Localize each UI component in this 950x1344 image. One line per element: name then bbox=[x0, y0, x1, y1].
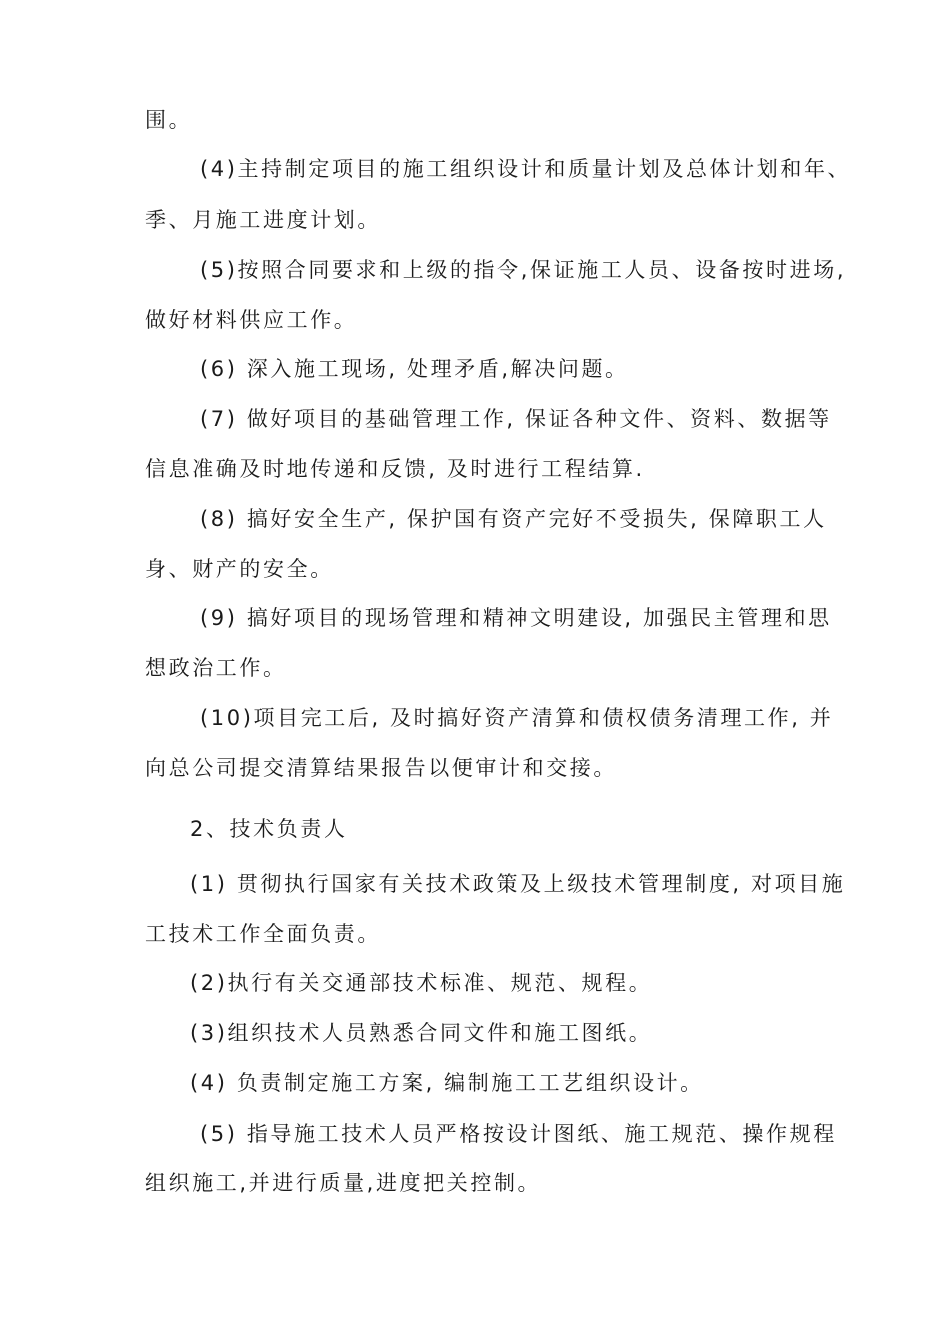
text-line: 组织施工,并进行质量,进度把关控制。 bbox=[145, 1171, 542, 1195]
text-line: (7) 做好项目的基础管理工作, 保证各种文件、资料、数据等 bbox=[200, 407, 832, 431]
text-line: 做好材料供应工作。 bbox=[145, 308, 358, 332]
text-line: (4)主持制定项目的施工组织设计和质量计划及总体计划和年、 bbox=[200, 157, 852, 181]
text-line: (5)按照合同要求和上级的指令,保证施工人员、设备按时进场, bbox=[200, 258, 847, 282]
text-line: (5) 指导施工技术人员严格按设计图纸、施工规范、操作规程 bbox=[200, 1122, 837, 1146]
text-line: (8) 搞好安全生产, 保护国有资产完好不受损失, 保障职工人 bbox=[200, 507, 827, 531]
text-line: (1) 贯彻执行国家有关技术政策及上级技术管理制度, 对项目施 bbox=[190, 872, 846, 896]
section-heading: 2、技术负责人 bbox=[190, 817, 348, 841]
text-line: 季、月施工进度计划。 bbox=[145, 208, 381, 232]
text-line: 信息准确及时地传递和反馈, 及时进行工程结算. bbox=[145, 457, 645, 481]
text-line: 想政治工作。 bbox=[145, 656, 287, 680]
text-line: 工技术工作全面负责。 bbox=[145, 922, 381, 946]
text-line: (3)组织技术人员熟悉合同文件和施工图纸。 bbox=[190, 1021, 653, 1045]
text-line: 向总公司提交清算结果报告以便审计和交接。 bbox=[145, 756, 617, 780]
text-line: (4) 负责制定施工方案, 编制施工工艺组织设计。 bbox=[190, 1071, 704, 1095]
text-line: 围。 bbox=[145, 108, 193, 132]
text-line: (6) 深入施工现场, 处理矛盾,解决问题。 bbox=[200, 357, 629, 381]
text-line: (9) 搞好项目的现场管理和精神文明建设, 加强民主管理和思 bbox=[200, 606, 832, 630]
text-line: 身、财产的安全。 bbox=[145, 557, 334, 581]
text-line: (10)项目完工后, 及时搞好资产清算和债权债务清理工作, 并 bbox=[200, 706, 834, 730]
text-line: (2)执行有关交通部技术标准、规范、规程。 bbox=[190, 971, 653, 995]
